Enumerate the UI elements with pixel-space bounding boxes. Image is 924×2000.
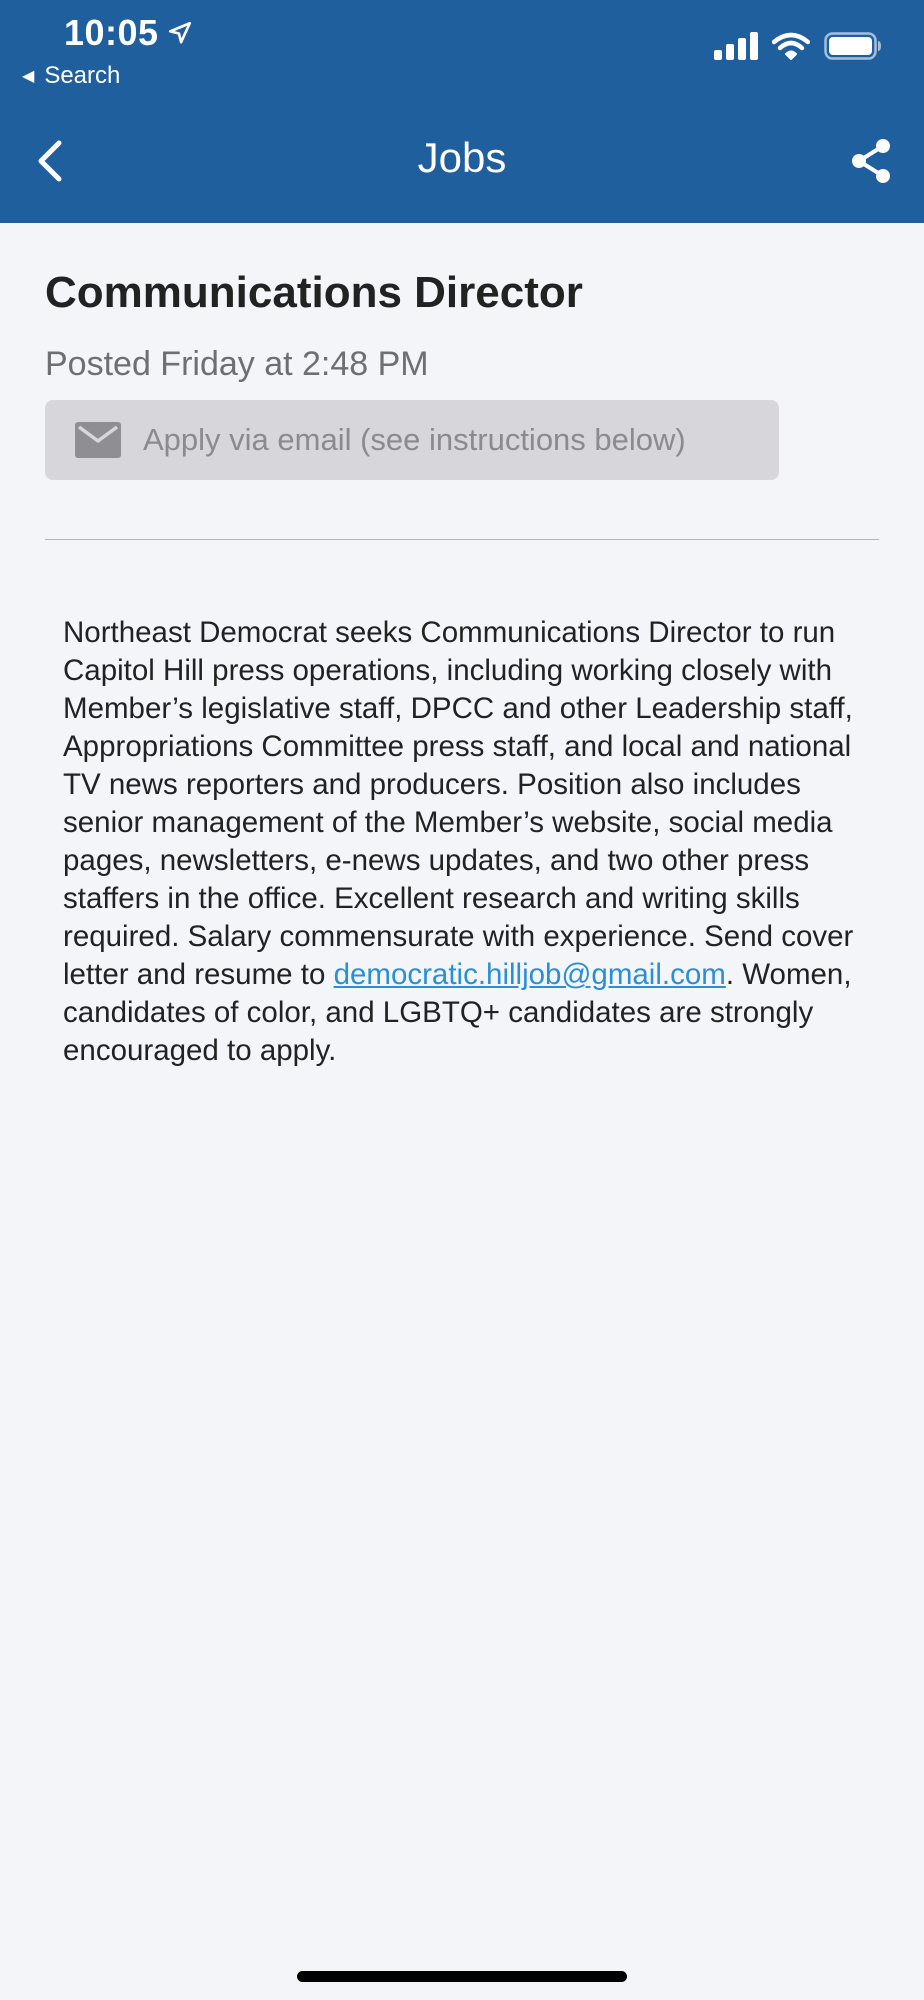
status-time [64,12,193,54]
share-button[interactable] [848,136,894,186]
email-link[interactable]: democratic.hilljob@gmail.com [333,958,726,991]
wifi-icon [772,32,810,60]
divider [45,539,879,540]
battery-icon [824,32,882,60]
share-icon [849,138,893,184]
cellular-signal-icon [714,32,758,60]
posted-date: Posted Friday at 2:48 PM [45,345,429,383]
apply-via-email-button[interactable] [45,400,779,480]
status-back-label: Search [44,62,121,89]
description-text-part2: . Women, candidates of color, and LGBTQ+ candidates are strongly encouraged to apply. [63,958,852,1067]
job-title: Communications Director [45,268,583,317]
home-indicator[interactable] [297,1971,627,1982]
job-description [63,614,883,1070]
status-back-to-search[interactable] [22,62,120,90]
location-arrow-icon [167,20,193,46]
app-header [0,0,924,223]
status-time-text: 10:05 [64,12,159,53]
apply-label: Apply via email (see instructions below) [143,422,686,457]
status-icons [714,32,882,60]
mail-icon [75,422,121,458]
description-text-part1: Northeast Democrat seeks Communications Director to run Capitol Hill press operations, including working closely with Member’s legislative staff, DPCC and other Leadership staff, Appropriations Committee press staff, and local and national TV news reporters and producers. Position also includes senior management of the Member’s website, social media pages, newsletters, e-news updates, and two other press staffers in the office. Excellent research and writing skills required. Salary commensurate with experience. Send cover letter and resume to [63,616,854,991]
page-title: Jobs [417,134,507,181]
back-triangle-icon: ◀ [22,68,35,85]
